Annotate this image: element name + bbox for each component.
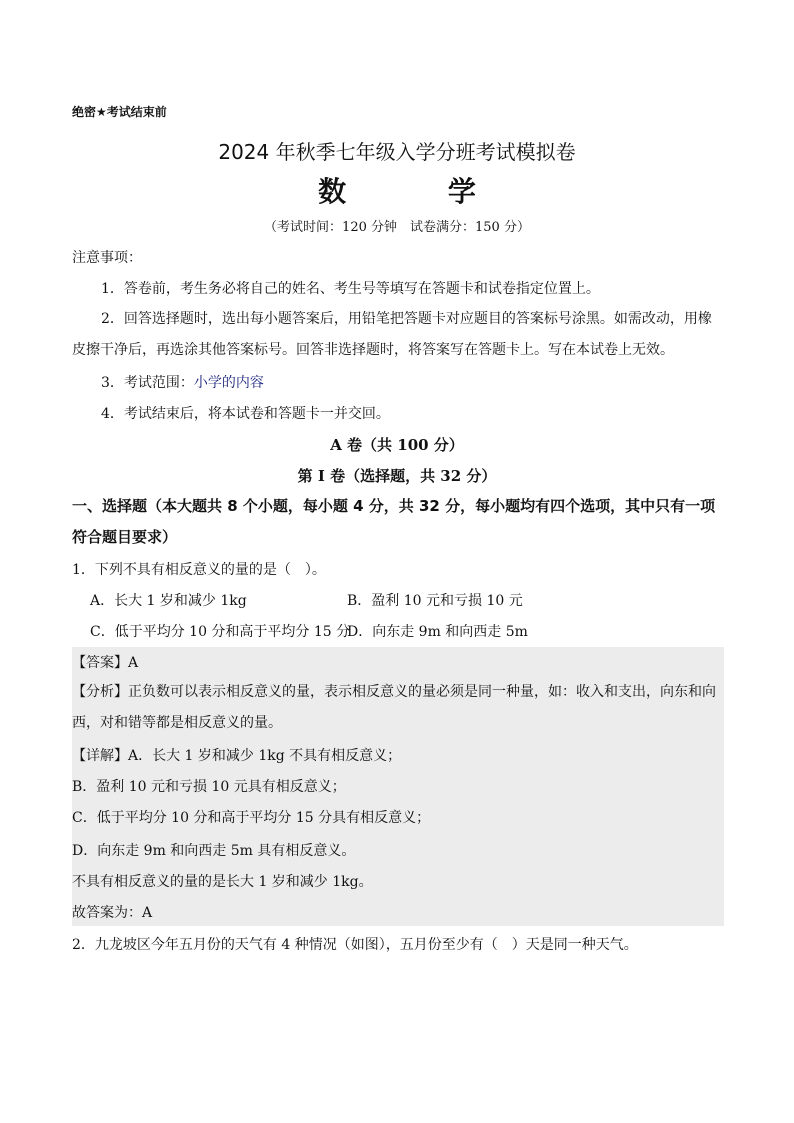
question-1-option-a: A．长大 1 岁和减少 1kg [90, 593, 247, 609]
question-1-option-b: B．盈利 10 元和亏损 10 元 [347, 593, 523, 609]
question-1-stem: 1．下列不具有相反意义的量的是（ ）。 [72, 562, 326, 578]
question-1-option-d: D．向东走 9m 和向西走 5m [347, 624, 528, 640]
section-one-heading: 一、选择题（本大题共 8 个小题，每小题 4 分，共 32 分，每小题均有四个选项，其中只有一项符合题目要求） [72, 497, 716, 546]
question-1-detail-a: 【详解】A．长大 1 岁和减少 1kg 不具有相反意义； [72, 748, 402, 764]
exam-title: 2024 年秋季七年级入学分班考试模拟卷 [218, 140, 576, 164]
subject-title: 数 学 [318, 175, 522, 208]
question-1-detail-d: D．向东走 9m 和向西走 5m 具有相反意义。 [72, 843, 356, 859]
time-info: （考试时间：120 分钟 试卷满分：150 分） [264, 220, 530, 235]
note-item-4: 4．考试结束后，将本试卷和答题卡一并交回。 [101, 406, 390, 422]
question-1-detail-c: C．低于平均分 10 分和高于平均分 15 分具有相反意义； [72, 810, 431, 826]
question-1-conclusion: 不具有相反意义的量的是长大 1 岁和减少 1kg。 [72, 874, 373, 890]
note-item-3 [101, 372, 264, 392]
note-item-3-prefix: 3．考试范围： [101, 375, 194, 391]
note-item-2: 2．回答选择题时，选出每小题答案后，用铅笔把答题卡对应题目的答案标号涂黑。如需改动，用橡皮擦干净后，再选涂其他答案标号。回答非选择题时，将答案写在答题卡上。写在本试卷上无效。 [72, 311, 712, 358]
notes-heading: 注意事项： [72, 250, 142, 266]
question-1-answer: 【答案】A [72, 655, 139, 671]
note-item-1: 1．答卷前，考生务必将自己的姓名、考生号等填写在答题卡和试卷指定位置上。 [101, 281, 600, 297]
question-1-final: 故答案为：A [72, 905, 153, 921]
secret-label: 绝密★考试结束前 [72, 105, 167, 119]
question-2-stem: 2．九龙坡区今年五月份的天气有 4 种情况（如图），五月份至少有（ ）天是同一种天气。 [72, 937, 638, 953]
volume-a-heading: A 卷（共 100 分） [330, 436, 464, 454]
part-one-heading: 第 I 卷（选择题，共 32 分） [297, 467, 497, 485]
question-1-detail-b: B．盈利 10 元和亏损 10 元具有相反意义； [72, 779, 346, 795]
question-1-option-c: C．低于平均分 10 分和高于平均分 15 分 [90, 624, 351, 640]
question-1-analysis: 【分析】正负数可以表示相反意义的量，表示相反意义的量必须是同一种量，如：收入和支出，向东和向西，对和错等都是相反意义的量。 [72, 684, 716, 731]
exam-scope: 小学的内容 [193, 375, 264, 391]
